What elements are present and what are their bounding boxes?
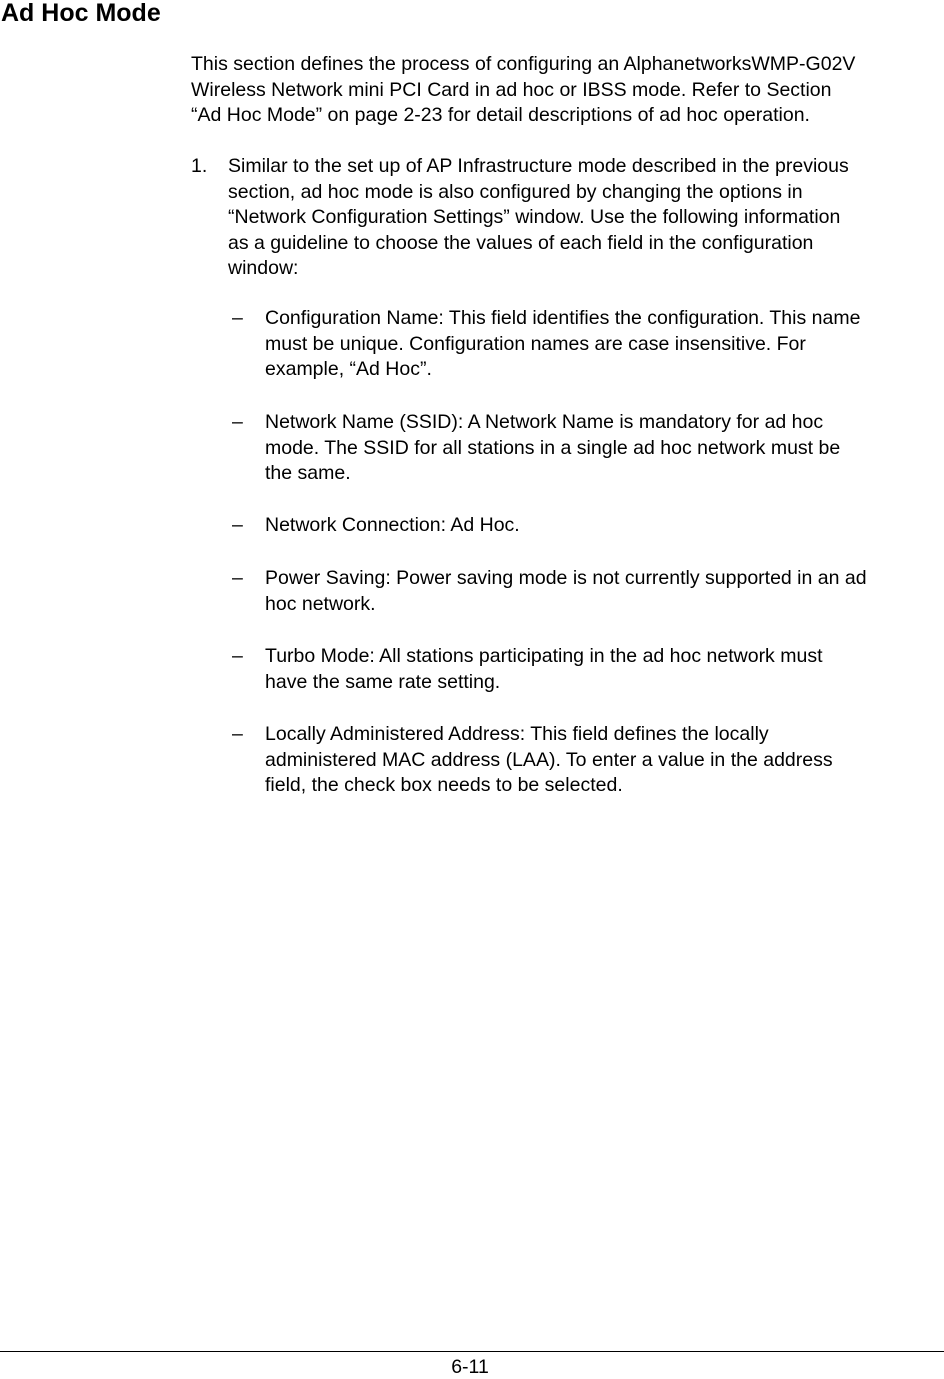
bullet-dash: –: [232, 567, 243, 589]
bullet-network-name: Network Name (SSID): A Network Name is mandatory for ad hoc mode. The SSID for all stations in a single ad hoc network must be the same.: [265, 411, 841, 484]
bullet-dash: –: [232, 307, 243, 329]
bullet-configuration-name: Configuration Name: This field identifies the configuration. This name must be unique. Configuration names are case insensitive. For example, “Ad Hoc”.: [265, 307, 861, 380]
step-text: Similar to the set up of AP Infrastructure mode described in the previous section, ad hoc mode is also configured by changing the options in “Network Configuration Settings” window. Use the following information as a guideline to choose the values of each field in the configuration window:: [228, 155, 849, 279]
page-number: 6-11: [451, 1356, 489, 1378]
footer-divider: [0, 1351, 944, 1352]
bullet-locally-administered-address: Locally Administered Address: This field defines the locally administered MAC address (LAA). To enter a value in the address field, the check box needs to be selected.: [265, 723, 833, 796]
intro-paragraph: This section defines the process of configuring an AlphanetworksWMP-G02V Wireless Network mini PCI Card in ad hoc or IBSS mode. Refer to Section “Ad Hoc Mode” on page 2-23 for detail descriptions of ad hoc operation.: [191, 53, 856, 126]
bullet-turbo-mode: Turbo Mode: All stations participating in the ad hoc network must have the same rate setting.: [265, 645, 823, 693]
bullet-dash: –: [232, 411, 243, 433]
bullet-dash: –: [232, 514, 243, 536]
bullet-power-saving: Power Saving: Power saving mode is not currently supported in an ad hoc network.: [265, 567, 867, 615]
bullet-dash: –: [232, 723, 243, 745]
step-number: 1.: [191, 155, 208, 177]
bullet-network-connection: Network Connection: Ad Hoc.: [265, 514, 520, 536]
bullet-dash: –: [232, 645, 243, 667]
page-title: Ad Hoc Mode: [1, 0, 161, 27]
